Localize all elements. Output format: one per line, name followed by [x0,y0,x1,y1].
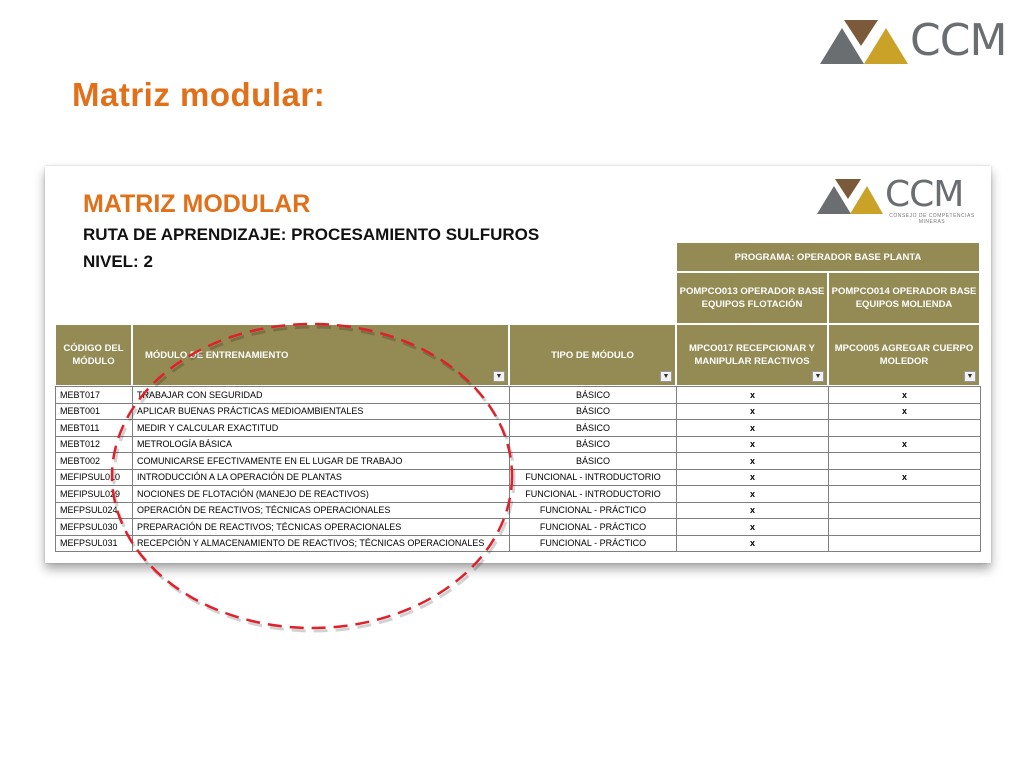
module-name-cell[interactable]: PREPARACIÓN DE REACTIVOS; TÉCNICAS OPERACIONALES [133,519,510,536]
filter-dropdown-icon[interactable]: ▼ [660,371,672,382]
table-row [56,519,981,536]
column-header-type [509,324,676,386]
module-code-cell[interactable]: MEFPSUL031 [56,535,133,552]
sheet-level: NIVEL: 2 [83,252,153,271]
ccm-triangles-icon [817,176,883,216]
unit-1-mark-cell[interactable]: x [677,502,829,519]
sheet-logo-subtitle: CONSEJO DE COMPETENCIAS MINERAS [889,213,975,225]
column-header-module-label: MÓDULO DE ENTRENAMIENTO [145,349,289,361]
module-name-cell[interactable]: RECEPCIÓN Y ALMACENAMIENTO DE REACTIVOS; TÉCNICAS OPERACIONALES [133,535,510,552]
slide-title: Matriz modular: [72,76,326,113]
unit-1-mark-cell[interactable]: x [677,436,829,453]
module-table [55,386,981,552]
module-code-cell[interactable]: MEFIPSUL029 [56,486,133,503]
column-header-module [132,324,509,386]
unit-1-mark-cell[interactable]: x [677,486,829,503]
sheet-logo-text: CCM [885,174,964,215]
table-row [56,469,981,486]
sheet-ccm-logo [817,176,977,226]
module-name-cell[interactable]: TRABAJAR CON SEGURIDAD [133,387,510,404]
module-code-cell[interactable]: MEBT017 [56,387,133,404]
unit-1-mark-cell[interactable]: x [677,469,829,486]
table-row [56,420,981,437]
module-type-cell[interactable]: BÁSICO [510,436,677,453]
unit-1-mark-cell[interactable]: x [677,453,829,470]
filter-dropdown-icon[interactable]: ▼ [493,371,505,382]
module-type-cell[interactable]: FUNCIONAL - INTRODUCTORIO [510,469,677,486]
module-code-cell[interactable]: MEBT001 [56,403,133,420]
unit-1-mark-cell[interactable]: x [677,403,829,420]
filter-dropdown-icon[interactable]: ▼ [964,371,976,382]
table-row [56,453,981,470]
ccm-logo [820,10,1020,70]
column-header-code: CÓDIGO DEL MÓDULO [55,324,132,386]
table-row [56,486,981,503]
unit-2-mark-cell[interactable] [829,486,981,503]
unit-2-mark-cell[interactable] [829,453,981,470]
table-row [56,535,981,552]
module-code-cell[interactable]: MEFPSUL024 [56,502,133,519]
filter-active-icon[interactable]: ▼ [812,371,824,382]
module-name-cell[interactable]: INTRODUCCIÓN A LA OPERACIÓN DE PLANTAS [133,469,510,486]
unit-1-mark-cell[interactable]: x [677,535,829,552]
column-header-type-label: TIPO DE MÓDULO [551,349,634,361]
module-type-cell[interactable]: FUNCIONAL - INTRODUCTORIO [510,486,677,503]
unit-2-mark-cell[interactable] [829,519,981,536]
profile-header-2: POMPCO014 OPERADOR BASE EQUIPOS MOLIENDA [828,272,980,324]
module-type-cell[interactable]: BÁSICO [510,420,677,437]
column-header-unit-2 [828,324,980,386]
unit-2-mark-cell[interactable] [829,420,981,437]
module-name-cell[interactable]: APLICAR BUENAS PRÁCTICAS MEDIOAMBIENTALES [133,403,510,420]
module-type-cell[interactable]: FUNCIONAL - PRÁCTICO [510,535,677,552]
module-name-cell[interactable]: COMUNICARSE EFECTIVAMENTE EN EL LUGAR DE TRABAJO [133,453,510,470]
module-code-cell[interactable]: MEBT011 [56,420,133,437]
unit-2-mark-cell[interactable]: x [829,387,981,404]
profile-header-1: POMPCO013 OPERADOR BASE EQUIPOS FLOTACIÓN [676,272,828,324]
module-code-cell[interactable]: MEFIPSUL010 [56,469,133,486]
matrix-sheet [45,166,991,563]
table-row [56,403,981,420]
unit-2-mark-cell[interactable]: x [829,436,981,453]
table-row [56,436,981,453]
table-row [56,502,981,519]
module-name-cell[interactable]: METROLOGÍA BÁSICA [133,436,510,453]
module-name-cell[interactable]: MEDIR Y CALCULAR EXACTITUD [133,420,510,437]
ccm-triangles-icon [820,16,908,66]
module-type-cell[interactable]: BÁSICO [510,387,677,404]
unit-1-mark-cell[interactable]: x [677,420,829,437]
module-name-cell[interactable]: OPERACIÓN DE REACTIVOS; TÉCNICAS OPERACIONALES [133,502,510,519]
unit-1-mark-cell[interactable]: x [677,519,829,536]
unit-2-mark-cell[interactable] [829,502,981,519]
column-header-unit-1 [676,324,828,386]
sheet-title: MATRIZ MODULAR [83,190,311,218]
unit-2-mark-cell[interactable]: x [829,469,981,486]
module-name-cell[interactable]: NOCIONES DE FLOTACIÓN (MANEJO DE REACTIVOS) [133,486,510,503]
unit-2-mark-cell[interactable] [829,535,981,552]
column-header-unit-2-label: MPCO005 AGREGAR CUERPO MOLEDOR [834,343,974,367]
program-header: PROGRAMA: OPERADOR BASE PLANTA [676,242,980,272]
module-type-cell[interactable]: BÁSICO [510,403,677,420]
module-type-cell[interactable]: BÁSICO [510,453,677,470]
module-type-cell[interactable]: FUNCIONAL - PRÁCTICO [510,502,677,519]
ccm-logo-text: CCM [910,15,1007,66]
module-code-cell[interactable]: MEBT012 [56,436,133,453]
module-type-cell[interactable]: FUNCIONAL - PRÁCTICO [510,519,677,536]
sheet-subtitle: RUTA DE APRENDIZAJE: PROCESAMIENTO SULFUROS [83,225,540,244]
unit-1-mark-cell[interactable]: x [677,387,829,404]
module-code-cell[interactable]: MEBT002 [56,453,133,470]
table-row [56,387,981,404]
column-header-unit-1-label: MPCO017 RECEPCIONAR Y MANIPULAR REACTIVOS [689,343,815,367]
unit-2-mark-cell[interactable]: x [829,403,981,420]
module-code-cell[interactable]: MEFPSUL030 [56,519,133,536]
